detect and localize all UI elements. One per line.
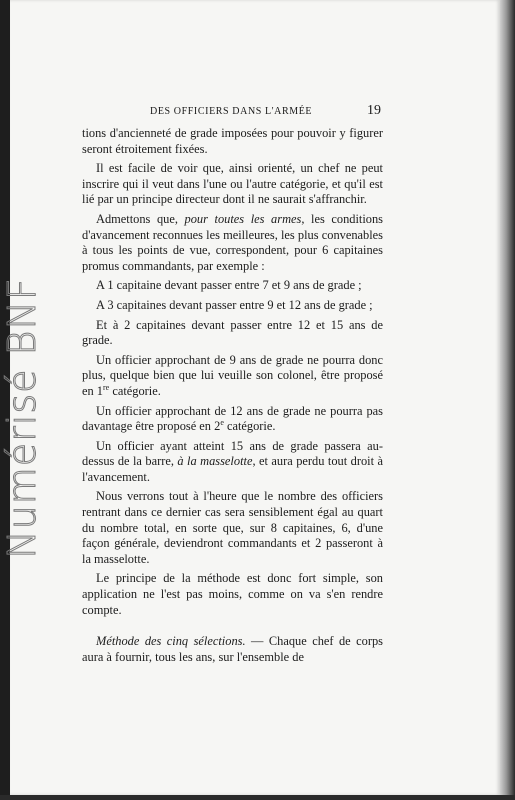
paragraph: A 3 capitaines devant passer entre 9 et 12 ans de grade ; [96,297,373,312]
scan-border [0,795,515,800]
paragraph: Admettons que, pour toutes les armes, les conditions d'avancement reconnues les meilleures, les plus convenables à tous les points de vue, correspondent, pour 6 capitaines promus commandants, par exemple : [82,211,383,273]
superscript: e [220,417,224,427]
paragraph: Un officier ayant atteint 15 ans de grade passera au-dessus de la barre, à la masselotte, et aura perdu tout droit à l'avancement. [82,438,383,484]
italic-phrase: à la masselotte [177,454,253,469]
paragraph: Il est facile de voir que, ainsi orienté, un chef ne peut inscrire qui il veut dans l'une ou l'autre catégorie, et qu'il est lié par un principe directeur dont il ne saurait s'affranchir. [82,161,383,207]
section-heading: Méthode des cinq sélections. [96,634,246,649]
watermark [0,268,44,568]
paragraph: Nous verrons tout à l'heure que le nombre des officiers rentrant dans ce dernier cas sera sensiblement égal au quart du nombre total, en sorte que, sur 8 capitaines, 6, d'une façon générale, deviendront commandants et 2 passeront à la masselotte. [82,489,383,566]
paragraph: Et à 2 capitaines devant passer entre 12 et 15 ans de grade. [82,317,383,348]
page-number: 19 [367,103,381,118]
italic-phrase: pour toutes les armes [184,211,302,226]
paragraph: A 1 capitaine devant passer entre 7 et 9 ans de grade ; [96,278,362,293]
paragraph: Un officier approchant de 12 ans de grade ne pourra pas davantage être proposé en 2e catégorie. [82,403,383,434]
paragraph: Le principe de la méthode est donc fort simple, son application ne l'est pas moins, comme on va s'en rendre compte. [82,571,383,617]
paragraph: Un officier approchant de 9 ans de grade ne pourra donc plus, quelque bien que lui veuille son colonel, être proposé en 1re catégorie. [82,352,383,398]
body-text [82,126,383,669]
running-title: DES OFFICIERS DANS L'ARMÉE [150,106,313,117]
page-edge-shadow [500,0,515,800]
section-paragraph: Méthode des cinq sélections. — Chaque chef de corps aura à fournir, tous les ans, sur l'ensemble de [82,634,383,664]
watermark-text: Numérisé BNF [0,277,45,559]
paragraph: tions d'ancienneté de grade imposées pour pouvoir y figurer seront étroitement fixées. [82,126,383,156]
running-header [82,103,382,118]
superscript: re [103,382,110,392]
